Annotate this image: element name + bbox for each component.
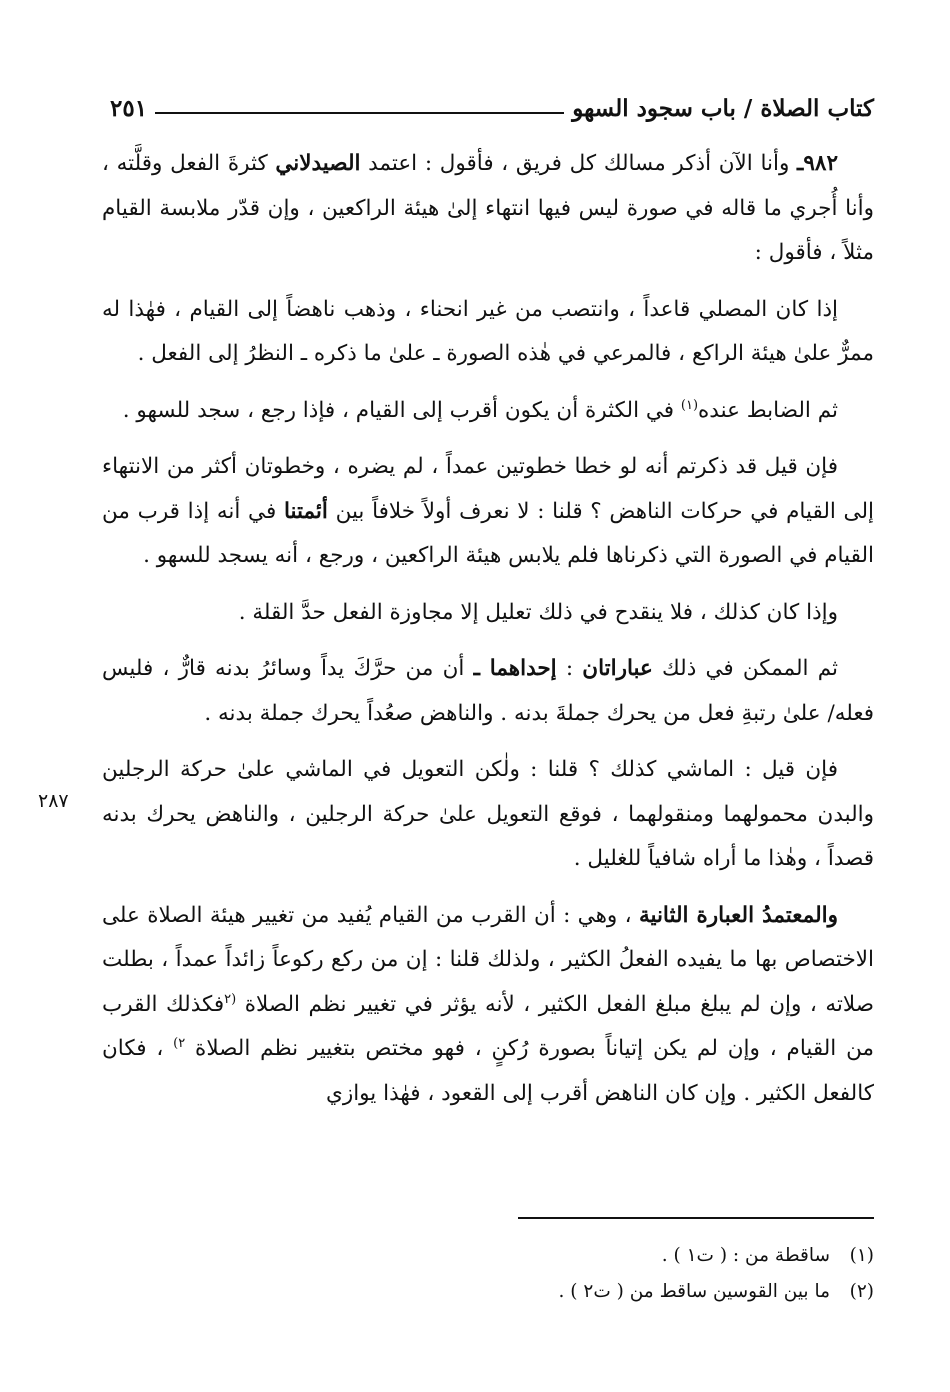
footnote-2 xyxy=(102,1274,874,1310)
page-number: ٢٥١ xyxy=(110,95,148,122)
footnote-text: ما بين القوسين ساقط من ( ت٢ ) . xyxy=(558,1281,830,1302)
footnote-rule xyxy=(518,1217,874,1219)
header-rule xyxy=(155,112,564,114)
paragraph-7: فإن قيل : الماشي كذلك ؟ قلنا : ولٰكن التعويل في الماشي علىٰ حركة الرجلين والبدن محمولهما ومنقولهما ، فوقع التعويل علىٰ حركة الرجلين ، والناهض يحرك بدنه قصداً ، وهٰذا ما أراه شافياً للغليل . xyxy=(102,757,874,871)
footnote-ref-2-open: (٢ xyxy=(224,991,237,1007)
footnote-number: (١) xyxy=(849,1245,874,1266)
paragraph-4: فإن قيل قد ذكرتم أنه لو خطا خطوتين عمداً ، لم يضره ، وخطوتان أكثر من الانتهاء إلى القيام في حركات الناهض ؟ قلنا : لا نعرف أولاً خلافاً بين أئمتنا في أنه إذا قرب من القيام في الصورة التي ذكرناها فلم يلابس هيئة الراكعين ، ورجع ، أنه يسجد للسهو . xyxy=(102,454,874,568)
footnote-1 xyxy=(102,1238,874,1274)
footnote-ref-2-close: ٢) xyxy=(173,1035,186,1051)
paragraph-1: ٩٨٢ـ وأنا الآن أذكر مسالك كل فريق ، فأقول : اعتمد الصيدلاني كثرةَ الفعل وقلَّته ، وأنا أُجري ما قاله في صورة ليس فيها انتهاء إلىٰ هيئة الراكعين ، وإن قدّر ملابسة القيام مثلاً ، فأقول : xyxy=(102,151,874,265)
paragraph-5: وإذا كان كذلك ، فلا ينقدح في ذلك تعليل إلا مجاوزة الفعل حدَّ القلة . xyxy=(238,599,838,625)
footnote-text: ساقطة من : ( ت١ ) . xyxy=(661,1245,830,1266)
paragraph-8: والمعتمدُ العبارة الثانية ، وهي : أن القرب من القيام يُفيد من تغيير هيئة الصلاة على الاختصاص بها ما يفيده الفعلُ الكثير ، ولذلك قلنا : إن من ركع ركوعاً زائداً عمداً ، بطلت صلاته ، وإن لم يبلغ مبلغ الفعل الكثير ، لأنه يؤثر في تغيير نظم الصلاة $^{(٢}$فكذلك القرب من القيام ، وإن لم يكن إتياناً بصورة رُكنٍ ، فهو مختص بتغيير نظم الصلاة $^{٢)}$ ، فكان كالفعل الكثير . وإن كان الناهض أقرب إلى القعود ، فهٰذا يوازي xyxy=(102,902,874,1106)
bold-term: أئمتنا xyxy=(283,498,328,524)
bold-name: الصيدلاني xyxy=(275,151,361,176)
paragraph-3: ثم الضابط عنده$^{(١)}$ في الكثرة أن يكون أقرب إلى القيام ، فإذا رجع ، سجد للسهو . xyxy=(122,397,838,423)
footnote-number: (٢) xyxy=(849,1281,874,1302)
paragraph-2: إذا كان المصلي قاعداً ، وانتصب من غير انحناء ، وذهب ناهضاً إلى القيام ، فهٰذا له ممرٌّ علىٰ هيئة الراكع ، فالمرعي في هٰذه الصورة ـ علىٰ ما ذكره ـ النظرُ إلى الفعل . xyxy=(102,296,874,366)
section-number: ٩٨٢ـ xyxy=(797,151,838,176)
margin-page-number: ٢٨٧ xyxy=(38,790,69,812)
header-title: كتاب الصلاة / باب سجود السهو xyxy=(572,95,874,122)
footnotes xyxy=(102,1238,874,1310)
footnote-ref-1: (١) xyxy=(680,397,699,413)
paragraph-6: ثم الممكن في ذلك عباراتان : إحداهما ـ أن من حرَّكَ يداً وسائرُ بدنه قارٌّ ، فليس فعله/ علىٰ رتبةِ فعل من يحرك جملةَ بدنه . والناهض صعُداً يحرك جملة بدنه . xyxy=(102,656,874,726)
main-text xyxy=(102,142,874,1128)
running-header xyxy=(110,76,874,120)
